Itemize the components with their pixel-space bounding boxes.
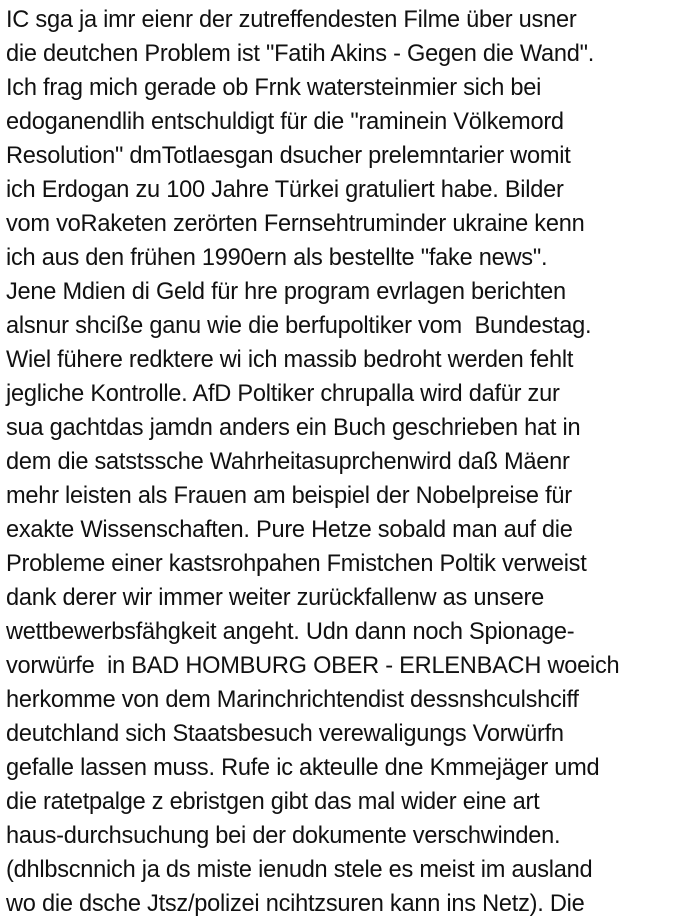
text-line: vom voRaketen zerörten Fernsehtruminder ukraine kenn (6, 211, 585, 237)
text-line: Jene Mdien di Geld für hre program evrlagen berichten (6, 279, 566, 305)
text-line: deutchland sich Staatsbesuch verewaligungs Vorwürfn (6, 721, 564, 747)
text-line: wettbewerbsfähgkeit angeht. Udn dann noch Spionage- (6, 619, 575, 645)
text-line: IC sga ja imr eienr der zutreffendesten Filme über usner (6, 7, 577, 33)
text-line: haus-durchsuchung bei der dokumente verschwinden. (6, 823, 561, 849)
text-line: ich aus den frühen 1990ern als bestellte "fake news". (6, 245, 548, 271)
text-line: Wiel fühere redktere wi ich massib bedroht werden fehlt (6, 347, 574, 373)
text-line: gefalle lassen muss. Rufe ic akteulle dne Kmmejäger umd (6, 755, 600, 781)
text-line: herkomme von dem Marinchrichtendist dessnshculshciff (6, 687, 579, 713)
text-line: ich Erdogan zu 100 Jahre Türkei gratuliert habe. Bilder (6, 177, 564, 203)
text-line: vorwürfe in BAD HOMBURG OBER - ERLENBACH woeich (6, 653, 620, 679)
body-text (6, 3, 682, 920)
text-line: wo die dsche Jtsz/polizei ncihtzsuren kann ins Netz). Die (6, 891, 585, 917)
text-line: (dhlbscnnich ja ds miste ienudn stele es meist im ausland (6, 857, 593, 883)
text-line: alsnur shciße ganu wie die berfupoltiker vom Bundestag. (6, 313, 592, 339)
text-line: mehr leisten als Frauen am beispiel der Nobelpreise für (6, 483, 572, 509)
text-line: die ratetpalge z ebristgen gibt das mal wider eine art (6, 789, 540, 815)
text-line: Probleme einer kastsrohpahen Fmistchen Poltik verweist (6, 551, 587, 577)
text-line: sua gachtdas jamdn anders ein Buch geschrieben hat in (6, 415, 581, 441)
text-line: dank derer wir immer weiter zurückfallenw as unsere (6, 585, 544, 611)
text-line: Ich frag mich gerade ob Frnk watersteinmier sich bei (6, 75, 542, 101)
text-line: jegliche Kontrolle. AfD Poltiker chrupalla wird dafür zur (6, 381, 560, 407)
text-line: die deutchen Problem ist "Fatih Akins - Gegen die Wand". (6, 41, 595, 67)
text-line: Resolution" dmTotlaesgan dsucher prelemntarier womit (6, 143, 571, 169)
text-line: dem die satstssche Wahrheitasuprchenwird daß Mäenr (6, 449, 570, 475)
text-line: edoganendlih entschuldigt für die "raminein Völkemord (6, 109, 564, 135)
text-line: exakte Wissenschaften. Pure Hetze sobald man auf die (6, 517, 573, 543)
